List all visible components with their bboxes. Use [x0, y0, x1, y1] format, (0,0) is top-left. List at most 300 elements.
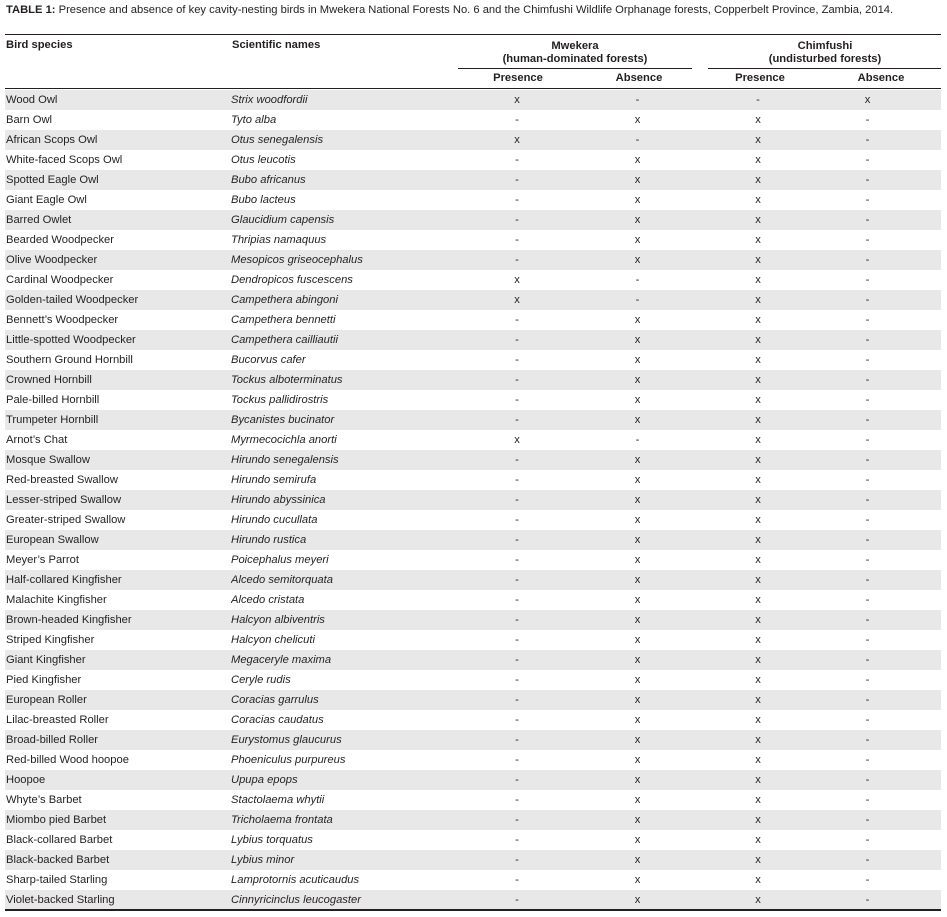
species-name: Barred Owlet	[5, 210, 231, 230]
chimfushi-absence: -	[794, 730, 941, 750]
mwekera-absence: x	[553, 890, 722, 910]
species-name: Wood Owl	[5, 90, 231, 110]
species-name: Barn Owl	[6, 114, 53, 126]
table-row	[5, 630, 941, 650]
species-name: Miombo pied Barbet	[5, 810, 231, 830]
table-row	[5, 330, 941, 350]
mwekera-presence: -	[481, 690, 553, 710]
chimfushi-absence: -	[794, 490, 941, 510]
chimfushi-presence: x	[722, 650, 794, 670]
table-row	[5, 710, 941, 730]
species-name: Little-spotted Woodpecker	[5, 330, 231, 350]
scientific-name: Hirundo semirufa	[231, 474, 317, 486]
bottom-rule	[5, 909, 941, 911]
chimfushi-presence: x	[755, 874, 761, 886]
mwekera-absence: x	[553, 170, 722, 190]
species-name: Pied Kingfisher	[6, 674, 82, 686]
species-name: Black-backed Barbet	[5, 850, 231, 870]
header-scientific-names: Scientific names	[232, 39, 321, 51]
chimfushi-absence: -	[865, 474, 870, 486]
chimfushi-absence: -	[794, 570, 941, 590]
mwekera-presence: -	[515, 514, 519, 526]
mwekera-presence: -	[481, 170, 553, 190]
species-name: Bennett’s Woodpecker	[6, 314, 119, 326]
species-name: Trumpeter Hornbill	[5, 410, 231, 430]
mwekera-absence: -	[635, 434, 640, 446]
mwekera-presence: -	[481, 730, 553, 750]
mwekera-presence: x	[514, 274, 520, 286]
chimfushi-presence: x	[722, 850, 794, 870]
chimfushi-absence: -	[794, 690, 941, 710]
scientific-name: Bubo africanus	[231, 170, 481, 190]
mwekera-absence: -	[553, 90, 722, 110]
chimfushi-absence: -	[865, 194, 870, 206]
table-row	[5, 750, 941, 770]
table-row	[5, 870, 941, 890]
species-name: Black-collared Barbet	[6, 834, 113, 846]
chimfushi-absence: -	[794, 850, 941, 870]
chimfushi-presence: x	[722, 290, 794, 310]
species-name: Broad-billed Roller	[5, 730, 231, 750]
mwekera-presence: -	[481, 370, 553, 390]
table-row	[5, 570, 941, 590]
mwekera-presence: -	[515, 634, 519, 646]
mwekera-presence: -	[481, 530, 553, 550]
mwekera-presence: x	[481, 290, 553, 310]
scientific-name: Bubo lacteus	[231, 194, 296, 206]
chimfushi-absence: -	[865, 154, 870, 166]
mwekera-absence: x	[553, 850, 722, 870]
scientific-name: Strix woodfordii	[231, 90, 481, 110]
mwekera-presence: -	[515, 234, 519, 246]
species-name: Lesser-striped Swallow	[5, 490, 231, 510]
chimfushi-group-rule	[708, 68, 941, 69]
table-row	[5, 170, 941, 190]
species-table-body	[5, 90, 941, 910]
chimfushi-presence: x	[755, 474, 761, 486]
scientific-name: Megaceryle maxima	[231, 650, 481, 670]
table-row	[5, 350, 941, 370]
mwekera-absence: x	[553, 810, 722, 830]
scientific-name: Alcedo cristata	[231, 594, 305, 606]
table-row	[5, 450, 941, 470]
table-row	[5, 690, 941, 710]
chimfushi-presence: x	[755, 554, 761, 566]
chimfushi-presence: x	[755, 674, 761, 686]
species-name: Southern Ground Hornbill	[6, 354, 133, 366]
chimfushi-absence: x	[794, 90, 941, 110]
species-name: European Roller	[5, 690, 231, 710]
chimfushi-presence: x	[755, 834, 761, 846]
scientific-name: Alcedo semitorquata	[231, 570, 481, 590]
table-row	[5, 530, 941, 550]
species-name: Malachite Kingfisher	[6, 594, 107, 606]
chimfushi-presence: x	[722, 730, 794, 750]
mwekera-absence: x	[553, 610, 722, 630]
species-name: Striped Kingfisher	[6, 634, 95, 646]
mwekera-absence: x	[553, 650, 722, 670]
table-row	[5, 90, 941, 110]
table-row	[5, 410, 941, 430]
header-bird-species: Bird species	[6, 39, 73, 51]
species-name: Giant Eagle Owl	[6, 194, 87, 206]
mwekera-presence: -	[515, 314, 519, 326]
mwekera-presence: -	[515, 754, 519, 766]
chimfushi-presence: x	[722, 890, 794, 910]
mwekera-absence: x	[634, 754, 641, 766]
chimfushi-absence: -	[794, 650, 941, 670]
scientific-name: Lybius minor	[231, 850, 481, 870]
species-name: Golden-tailed Woodpecker	[5, 290, 231, 310]
scientific-name: Upupa epops	[231, 770, 481, 790]
table-row	[5, 550, 941, 570]
chimfushi-presence: x	[755, 754, 761, 766]
header-chimfushi-absence: Absence	[857, 72, 905, 84]
table-row	[5, 830, 941, 850]
chimfushi-presence: x	[755, 354, 761, 366]
scientific-name: Lybius torquatus	[231, 834, 313, 846]
chimfushi-presence: x	[722, 770, 794, 790]
header-mwekera-sub: (human-dominated forests)	[502, 53, 648, 65]
chimfushi-presence: -	[722, 90, 794, 110]
mwekera-absence: x	[634, 594, 641, 606]
species-name: Red-breasted Swallow	[6, 474, 118, 486]
scientific-name: Otus senegalensis	[231, 130, 481, 150]
mwekera-presence: x	[514, 434, 520, 446]
scientific-name: Hirundo cucullata	[231, 514, 318, 526]
chimfushi-absence: -	[794, 530, 941, 550]
chimfushi-presence: x	[755, 634, 761, 646]
table-row	[5, 390, 941, 410]
mwekera-absence: x	[553, 450, 722, 470]
species-name: Hoopoe	[5, 770, 231, 790]
scientific-name: Tyto alba	[231, 114, 277, 126]
chimfushi-absence: -	[865, 634, 870, 646]
chimfushi-absence: -	[865, 514, 870, 526]
mwekera-group-rule	[458, 68, 692, 69]
mwekera-absence: x	[634, 314, 641, 326]
mwekera-presence: -	[515, 394, 519, 406]
scientific-name: Phoeniculus purpureus	[231, 754, 346, 766]
chimfushi-presence: x	[722, 210, 794, 230]
mwekera-presence: -	[515, 594, 519, 606]
scientific-name: Otus leucotis	[231, 154, 296, 166]
chimfushi-absence: -	[794, 330, 941, 350]
chimfushi-absence: -	[794, 130, 941, 150]
species-name: Arnot’s Chat	[6, 434, 68, 446]
header-mwekera-presence: Presence	[493, 72, 543, 84]
species-name: European Swallow	[5, 530, 231, 550]
scientific-name: Hirundo senegalensis	[231, 450, 481, 470]
chimfushi-absence: -	[794, 810, 941, 830]
table-row	[5, 210, 941, 230]
chimfushi-absence: -	[865, 874, 870, 886]
header-mwekera-name: Mwekera	[551, 40, 599, 52]
scientific-name: Stactolaema whytii	[231, 794, 325, 806]
mwekera-presence: -	[481, 770, 553, 790]
species-name: Olive Woodpecker	[5, 250, 231, 270]
chimfushi-absence: -	[865, 274, 870, 286]
table-caption	[6, 4, 941, 17]
mwekera-presence: -	[481, 210, 553, 230]
mwekera-absence: x	[634, 194, 641, 206]
mwekera-absence: x	[634, 394, 641, 406]
scientific-name: Thripias namaquus	[231, 234, 327, 246]
header-rule	[5, 88, 941, 89]
species-name: Red-billed Wood hoopoe	[6, 754, 129, 766]
mwekera-absence: x	[634, 634, 641, 646]
chimfushi-absence: -	[865, 314, 870, 326]
species-name: Whyte’s Barbet	[6, 794, 82, 806]
table-row	[5, 850, 941, 870]
mwekera-presence: -	[515, 474, 519, 486]
mwekera-presence: -	[515, 714, 519, 726]
chimfushi-presence: x	[755, 714, 761, 726]
scientific-name: Campethera bennetti	[231, 314, 336, 326]
chimfushi-presence: x	[755, 594, 761, 606]
mwekera-absence: x	[553, 530, 722, 550]
chimfushi-absence: -	[865, 714, 870, 726]
mwekera-presence: -	[515, 674, 519, 686]
chimfushi-absence: -	[865, 594, 870, 606]
table-row	[5, 370, 941, 390]
species-name: Giant Kingfisher	[5, 650, 231, 670]
table-row	[5, 290, 941, 310]
mwekera-presence: -	[515, 794, 519, 806]
scientific-name: Hirundo abyssinica	[231, 490, 481, 510]
mwekera-absence: x	[553, 770, 722, 790]
mwekera-absence: -	[635, 274, 640, 286]
scientific-name: Ceryle rudis	[231, 674, 291, 686]
scientific-name: Myrmecocichla anorti	[231, 434, 337, 446]
species-name: Greater-striped Swallow	[6, 514, 126, 526]
chimfushi-absence: -	[865, 394, 870, 406]
table-row	[5, 730, 941, 750]
chimfushi-presence: x	[755, 514, 761, 526]
table-row	[5, 250, 941, 270]
chimfushi-presence: x	[755, 234, 761, 246]
mwekera-absence: x	[634, 234, 641, 246]
mwekera-absence: -	[553, 290, 722, 310]
chimfushi-presence: x	[755, 274, 761, 286]
species-name: Spotted Eagle Owl	[5, 170, 231, 190]
species-name: Pale-billed Hornbill	[6, 394, 100, 406]
mwekera-absence: x	[553, 250, 722, 270]
chimfushi-absence: -	[794, 250, 941, 270]
chimfushi-presence: x	[755, 434, 761, 446]
scientific-name: Bycanistes bucinator	[231, 410, 481, 430]
mwekera-absence: x	[634, 674, 641, 686]
chimfushi-presence: x	[722, 610, 794, 630]
header-chimfushi-sub: (undisturbed forests)	[768, 53, 882, 65]
chimfushi-presence: x	[722, 690, 794, 710]
chimfushi-absence: -	[794, 370, 941, 390]
scientific-name: Eurystomus glaucurus	[231, 730, 481, 750]
chimfushi-absence: -	[865, 794, 870, 806]
mwekera-absence: x	[634, 834, 641, 846]
scientific-name: Poicephalus meyeri	[231, 554, 329, 566]
mwekera-presence: -	[515, 834, 519, 846]
chimfushi-absence: -	[794, 170, 941, 190]
scientific-name: Coracias caudatus	[231, 714, 324, 726]
scientific-name: Mesopicos griseocephalus	[231, 250, 481, 270]
chimfushi-presence: x	[755, 154, 761, 166]
chimfushi-presence: x	[722, 250, 794, 270]
species-name: White-faced Scops Owl	[6, 154, 123, 166]
scientific-name: Cinnyricinclus leucogaster	[231, 890, 481, 910]
mwekera-absence: x	[634, 114, 641, 126]
table-row	[5, 110, 941, 130]
scientific-name: Tricholaema frontata	[231, 810, 481, 830]
mwekera-presence: -	[481, 850, 553, 870]
chimfushi-presence: x	[722, 570, 794, 590]
chimfushi-presence: x	[722, 330, 794, 350]
mwekera-presence: -	[481, 490, 553, 510]
chimfushi-absence: -	[794, 770, 941, 790]
scientific-name: Hirundo rustica	[231, 530, 481, 550]
scientific-name: Halcyon chelicuti	[231, 634, 315, 646]
mwekera-presence: -	[481, 890, 553, 910]
scientific-name: Campethera cailliautii	[231, 330, 481, 350]
chimfushi-absence: -	[794, 210, 941, 230]
mwekera-absence: x	[634, 474, 641, 486]
mwekera-presence: -	[481, 450, 553, 470]
chimfushi-absence: -	[865, 354, 870, 366]
scientific-name: Glaucidium capensis	[231, 210, 481, 230]
chimfushi-absence: -	[865, 114, 870, 126]
mwekera-presence: -	[515, 554, 519, 566]
chimfushi-absence: -	[794, 890, 941, 910]
table-row	[5, 610, 941, 630]
species-name: African Scops Owl	[5, 130, 231, 150]
table-row	[5, 150, 941, 170]
table-row	[5, 590, 941, 610]
chimfushi-presence: x	[722, 410, 794, 430]
chimfushi-presence: x	[755, 114, 761, 126]
header-mwekera-absence: Absence	[615, 72, 663, 84]
table-row	[5, 510, 941, 530]
chimfushi-presence: x	[722, 490, 794, 510]
chimfushi-absence: -	[865, 834, 870, 846]
mwekera-presence: -	[481, 250, 553, 270]
table-row	[5, 430, 941, 450]
mwekera-absence: x	[553, 490, 722, 510]
table-row	[5, 270, 941, 290]
mwekera-absence: x	[634, 514, 641, 526]
chimfushi-absence: -	[794, 610, 941, 630]
mwekera-presence: -	[481, 810, 553, 830]
mwekera-absence: x	[553, 210, 722, 230]
chimfushi-absence: -	[794, 290, 941, 310]
scientific-name: Dendropicos fuscescens	[231, 274, 353, 286]
header-chimfushi	[708, 40, 942, 66]
mwekera-absence: x	[634, 554, 641, 566]
scientific-name: Tockus alboterminatus	[231, 370, 481, 390]
mwekera-presence: -	[481, 610, 553, 630]
mwekera-absence: -	[553, 130, 722, 150]
scientific-name: Halcyon albiventris	[231, 610, 481, 630]
chimfushi-absence: -	[794, 450, 941, 470]
chimfushi-presence: x	[722, 450, 794, 470]
mwekera-presence: x	[481, 90, 553, 110]
table-row	[5, 470, 941, 490]
mwekera-absence: x	[553, 370, 722, 390]
chimfushi-presence: x	[755, 794, 761, 806]
species-name: Meyer’s Parrot	[6, 554, 79, 566]
mwekera-absence: x	[553, 330, 722, 350]
caption-label: TABLE 1:	[6, 4, 56, 16]
species-name: Half-collared Kingfisher	[5, 570, 231, 590]
mwekera-presence: -	[515, 154, 519, 166]
table-row	[5, 770, 941, 790]
mwekera-absence: x	[553, 410, 722, 430]
scientific-name: Lamprotornis acuticaudus	[231, 874, 360, 886]
scientific-name: Bucorvus cafer	[231, 354, 306, 366]
header-mwekera	[458, 40, 692, 66]
table-row	[5, 230, 941, 250]
table-row	[5, 890, 941, 910]
mwekera-presence: -	[515, 874, 519, 886]
mwekera-presence: -	[481, 410, 553, 430]
scientific-name: Campethera abingoni	[231, 290, 481, 310]
mwekera-presence: -	[515, 354, 519, 366]
chimfushi-absence: -	[865, 674, 870, 686]
mwekera-presence: -	[515, 194, 519, 206]
table-row	[5, 490, 941, 510]
mwekera-presence: -	[481, 330, 553, 350]
chimfushi-absence: -	[865, 234, 870, 246]
species-table	[5, 90, 941, 910]
chimfushi-absence: -	[794, 410, 941, 430]
species-name: Bearded Woodpecker	[6, 234, 115, 246]
table-row	[5, 650, 941, 670]
table-row	[5, 310, 941, 330]
chimfushi-presence: x	[722, 810, 794, 830]
scientific-name: Tockus pallidirostris	[231, 394, 329, 406]
species-name: Cardinal Woodpecker	[6, 274, 114, 286]
table-row	[5, 790, 941, 810]
header-chimfushi-name: Chimfushi	[797, 40, 853, 52]
table-row	[5, 190, 941, 210]
species-name: Mosque Swallow	[5, 450, 231, 470]
chimfushi-presence: x	[722, 370, 794, 390]
scientific-name: Coracias garrulus	[231, 690, 481, 710]
mwekera-absence: x	[634, 794, 641, 806]
chimfushi-presence: x	[722, 530, 794, 550]
table-row	[5, 810, 941, 830]
species-name: Violet-backed Starling	[5, 890, 231, 910]
caption-text: Presence and absence of key cavity-nesting birds in Mwekera National Forests No. 6 and the Chimfushi Wildlife Orphanage forests, Copperbelt Province, Zambia, 2014.	[55, 4, 894, 16]
chimfushi-presence: x	[722, 170, 794, 190]
top-rule	[5, 34, 941, 35]
species-name: Lilac-breasted Roller	[6, 714, 109, 726]
chimfushi-presence: x	[755, 194, 761, 206]
mwekera-presence: -	[515, 114, 519, 126]
species-name: Brown-headed Kingfisher	[5, 610, 231, 630]
mwekera-presence: -	[481, 570, 553, 590]
mwekera-absence: x	[634, 874, 641, 886]
mwekera-presence: -	[481, 650, 553, 670]
chimfushi-absence: -	[865, 554, 870, 566]
species-name: Sharp-tailed Starling	[6, 874, 108, 886]
chimfushi-absence: -	[865, 754, 870, 766]
table-row	[5, 130, 941, 150]
mwekera-absence: x	[634, 354, 641, 366]
mwekera-presence: x	[481, 130, 553, 150]
chimfushi-absence: -	[865, 434, 870, 446]
mwekera-absence: x	[634, 154, 641, 166]
chimfushi-presence: x	[755, 394, 761, 406]
